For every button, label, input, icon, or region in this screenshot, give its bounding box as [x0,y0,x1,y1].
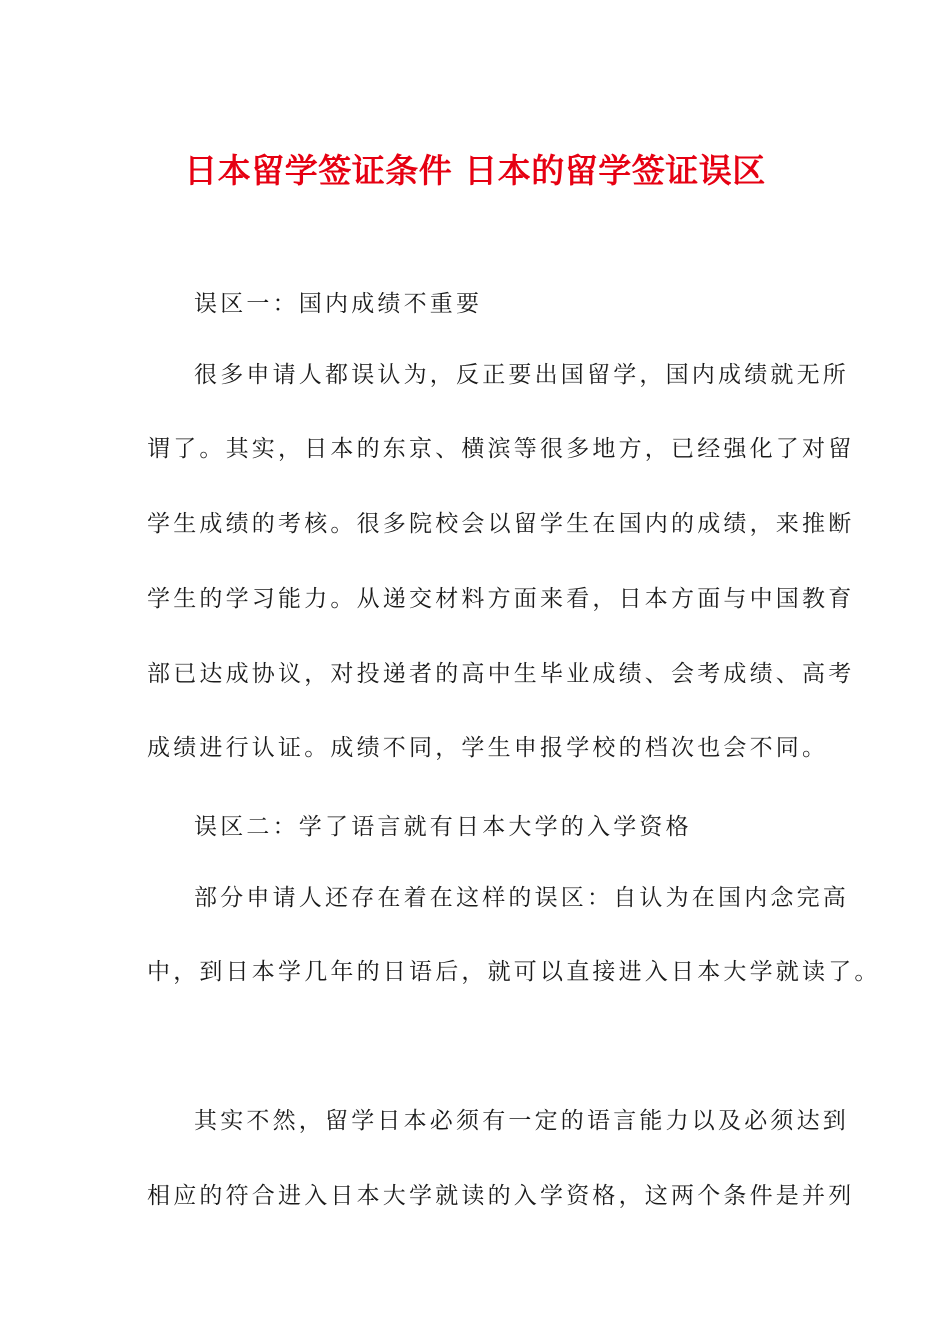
section-heading-2: 误区二：学了语言就有日本大学的入学资格 [194,814,692,840]
paragraph-line: 其实不然，留学日本必须有一定的语言能力以及必须达到 [194,1108,849,1134]
paragraph-line: 很多申请人都误认为，反正要出国留学，国内成绩就无所 [194,362,849,388]
document-title: 日本留学签证条件 日本的留学签证误区 [184,151,766,190]
paragraph-line: 相应的符合进入日本大学就读的入学资格，这两个条件是并列 [147,1183,855,1209]
paragraph-line: 学生的学习能力。从递交材料方面来看，日本方面与中国教育 [147,586,855,612]
section-heading-1: 误区一：国内成绩不重要 [194,291,483,317]
paragraph-line: 成绩进行认证。成绩不同，学生申报学校的档次也会不同。 [147,735,829,761]
paragraph-line: 部分申请人还存在着在这样的误区：自认为在国内念完高 [194,885,849,911]
paragraph-line: 中，到日本学几年的日语后，就可以直接进入日本大学就读了。 [147,959,881,985]
paragraph-line: 谓了。其实，日本的东京、横滨等很多地方，已经强化了对留 [147,436,855,462]
paragraph-line: 部已达成协议，对投递者的高中生毕业成绩、会考成绩、高考 [147,661,855,687]
paragraph-line: 学生成绩的考核。很多院校会以留学生在国内的成绩，来推断 [147,511,855,537]
